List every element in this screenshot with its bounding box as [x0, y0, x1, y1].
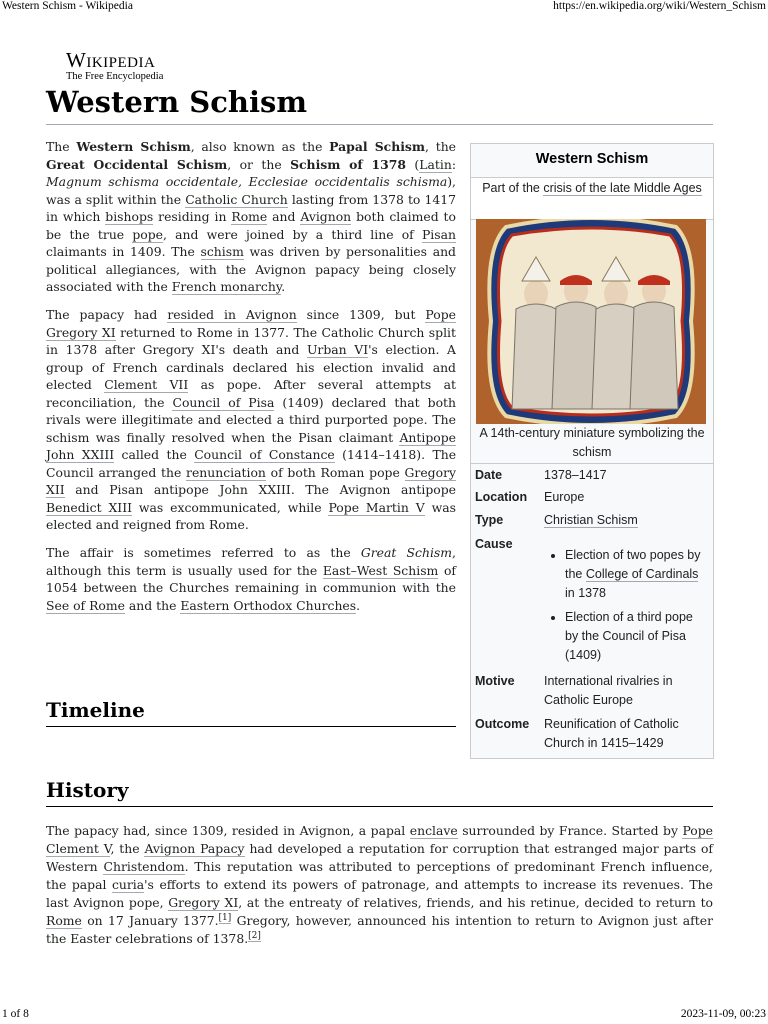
infobox-row-type [471, 509, 713, 532]
outcome-value: Reunification of Catholic Church in 1415–1429 [544, 717, 679, 750]
infobox-row-location [471, 486, 713, 509]
title-divider [46, 124, 713, 125]
ref-1[interactable]: [1] [218, 912, 232, 923]
print-url: https://en.wikipedia.org/wiki/Western_Schism [553, 0, 766, 12]
lead-section [46, 138, 456, 625]
print-page-title: Western Schism - Wikipedia [2, 0, 133, 12]
history-divider [46, 806, 713, 807]
link-rome[interactable]: Rome [231, 209, 268, 224]
page-count: 1 of 8 [2, 1008, 29, 1020]
cause-item-2: • Election of a third pope by the Council of Pisa (1409) [565, 608, 709, 665]
link-council-of-pisa[interactable]: Council of Pisa [172, 394, 275, 410]
wikipedia-wordmark: Wikipedia [66, 48, 156, 72]
date-label: Date [475, 468, 503, 482]
page-title: Western Schism [46, 85, 307, 119]
lead-paragraph-1: The Western Schism, also known as the Papal Schism, the Great Occidental Schism, or the Schism of 1378 (Latin: Magnum schisma occidentale, Ecclesiae occidentalis schisma), was a split within the Catholic Church lasting from 1378 to 1417 in which bishops residing in Rome and Avignon both claimed to be the true pope, and were joined by a third line of Pisan claimants in 1409. The schism was driven by personalities and political allegiances, with the Avignon papacy being closely associated with the French monarchy. [46, 139, 457, 294]
outcome-label: Outcome [475, 717, 530, 731]
infobox-caption: A 14th-century miniature symbolizing the schism [479, 426, 705, 459]
cause-label: Cause [475, 537, 513, 551]
link-college-of-cardinals[interactable]: College of Cardinals [585, 567, 699, 581]
link-christendom[interactable]: Christendom [103, 859, 185, 874]
miniature-image[interactable] [476, 219, 706, 424]
link-avignon-papacy[interactable]: Avignon Papacy [144, 841, 245, 856]
link-eastern-orthodox-churches[interactable]: Eastern Orthodox Churches [180, 597, 357, 613]
cause-item-1: • Election of two popes by the College of Cardinals in 1378 [565, 546, 709, 603]
print-timestamp: 2023-11-09, 00:23 [680, 1008, 766, 1020]
date-value: 1378–1417 [544, 468, 607, 482]
infobox [470, 143, 714, 759]
infobox-part-of: Part of the crisis of the late Middle Ages [471, 177, 713, 220]
link-bishops[interactable]: bishops [105, 209, 154, 224]
lead-paragraph-3: The affair is sometimes referred to as the Great Schism, although this term is usually used for the East–West Schism of 1054 between the Churches remaining in communion with the See of Rome and the Eastern Orthodox Churches. [46, 545, 456, 613]
link-pope-martin-v[interactable]: Pope Martin V [328, 499, 425, 515]
link-gregory-xi[interactable]: Gregory XI [168, 895, 239, 910]
link-pope[interactable]: pope [132, 226, 163, 242]
link-christian-schism[interactable]: Christian Schism [544, 513, 638, 527]
wikipedia-tagline: The Free Encyclopedia [66, 71, 164, 82]
link-benedict-xiii[interactable]: Benedict XIII [46, 499, 132, 515]
motive-label: Motive [475, 674, 515, 688]
link-council-of-constance[interactable]: Council of Constance [194, 447, 335, 462]
link-schism[interactable]: schism [200, 244, 244, 259]
link-clement-vii[interactable]: Clement VII [104, 377, 189, 392]
infobox-title: Western Schism [535, 151, 649, 167]
link-pope-gregory-xi[interactable]: Pope Gregory XI [46, 307, 456, 340]
infobox-row-date [471, 463, 713, 487]
location-label: Location [475, 490, 528, 504]
infobox-row-outcome [471, 713, 713, 757]
history-paragraph-1: The papacy had, since 1309, resided in Avignon, a papal enclave surrounded by France. Started by Pope Clement V, the Avignon Papacy had developed a reputation for corruption that estranged major parts of Western Christendom. This reputation was attributed to perceptions of predominant French influence, the papal curia's efforts to extend its powers of patronage, and attempts to increase its revenues. The last Avignon pope, Gregory XI, at the entreaty of relatives, friends, and his retinue, decided to return to Rome on 17 January 1377.[1] Gregory, however, announced his intention to return to Avignon just after the Easter celebrations of 1378.[2] [46, 823, 714, 946]
heading-timeline: Timeline [46, 698, 145, 722]
link-east-west-schism[interactable]: East–West Schism [322, 562, 439, 578]
link-enclave[interactable]: enclave [409, 823, 458, 838]
type-label: Type [475, 513, 504, 527]
timeline-divider [46, 726, 456, 727]
link-pisan[interactable]: Pisan [421, 226, 456, 242]
link-latin[interactable]: Latin [419, 156, 452, 172]
link-renunciation[interactable]: renunciation [186, 464, 266, 480]
link-urban-vi[interactable]: Urban VI [306, 342, 369, 357]
link-pope-clement-v[interactable]: Pope Clement V [46, 823, 713, 856]
location-value: Europe [544, 490, 585, 504]
link-crisis-late-middle-ages[interactable]: crisis of the late Middle Ages [543, 181, 702, 195]
link-curia[interactable]: curia [111, 877, 145, 892]
ref-2[interactable]: [2] [248, 930, 261, 941]
cause-list [544, 546, 709, 670]
infobox-row-cause [471, 533, 713, 669]
link-rome-history[interactable]: Rome [46, 913, 82, 928]
link-resided-in-avignon[interactable]: resided in Avignon [167, 307, 297, 322]
infobox-row-motive [471, 670, 713, 712]
link-catholic-church[interactable]: Catholic Church [185, 191, 288, 207]
link-avignon[interactable]: Avignon [300, 209, 352, 224]
heading-history: History [46, 778, 129, 802]
print-footer [0, 1008, 768, 1024]
link-see-of-rome[interactable]: See of Rome [46, 597, 125, 613]
link-french-monarchy[interactable]: French monarchy [171, 279, 282, 294]
print-header [0, 0, 768, 16]
lead-paragraph-2: The papacy had resided in Avignon since 1309, but Pope Gregory XI returned to Rome in 1377. The Catholic Church split in 1378 after Gregory XI's death and Urban VI's election. A group of French cardinals declared his election invalid and elected Clement VII as pope. After several attempts at reconciliation, the Council of Pisa (1409) declared that both rivals were illegitimate and elected a third purported pope. The schism was finally resolved when the Pisan claimant Antipope John XXIII called the Council of Constance (1414–1418). The Council arranged the renunciation of both Roman pope Gregory XII and Pisan antipope John XXIII. The Avignon antipope Benedict XIII was excommunicated, while Pope Martin V was elected and reigned from Rome. [46, 307, 457, 532]
link-gregory-xii[interactable]: Gregory XII [46, 464, 456, 497]
motive-value: International rivalries in Catholic Europe [544, 674, 673, 707]
wikipedia-logo[interactable] [66, 50, 163, 83]
link-antipope-john-xxiii[interactable]: Antipope John XXIII [46, 429, 456, 462]
